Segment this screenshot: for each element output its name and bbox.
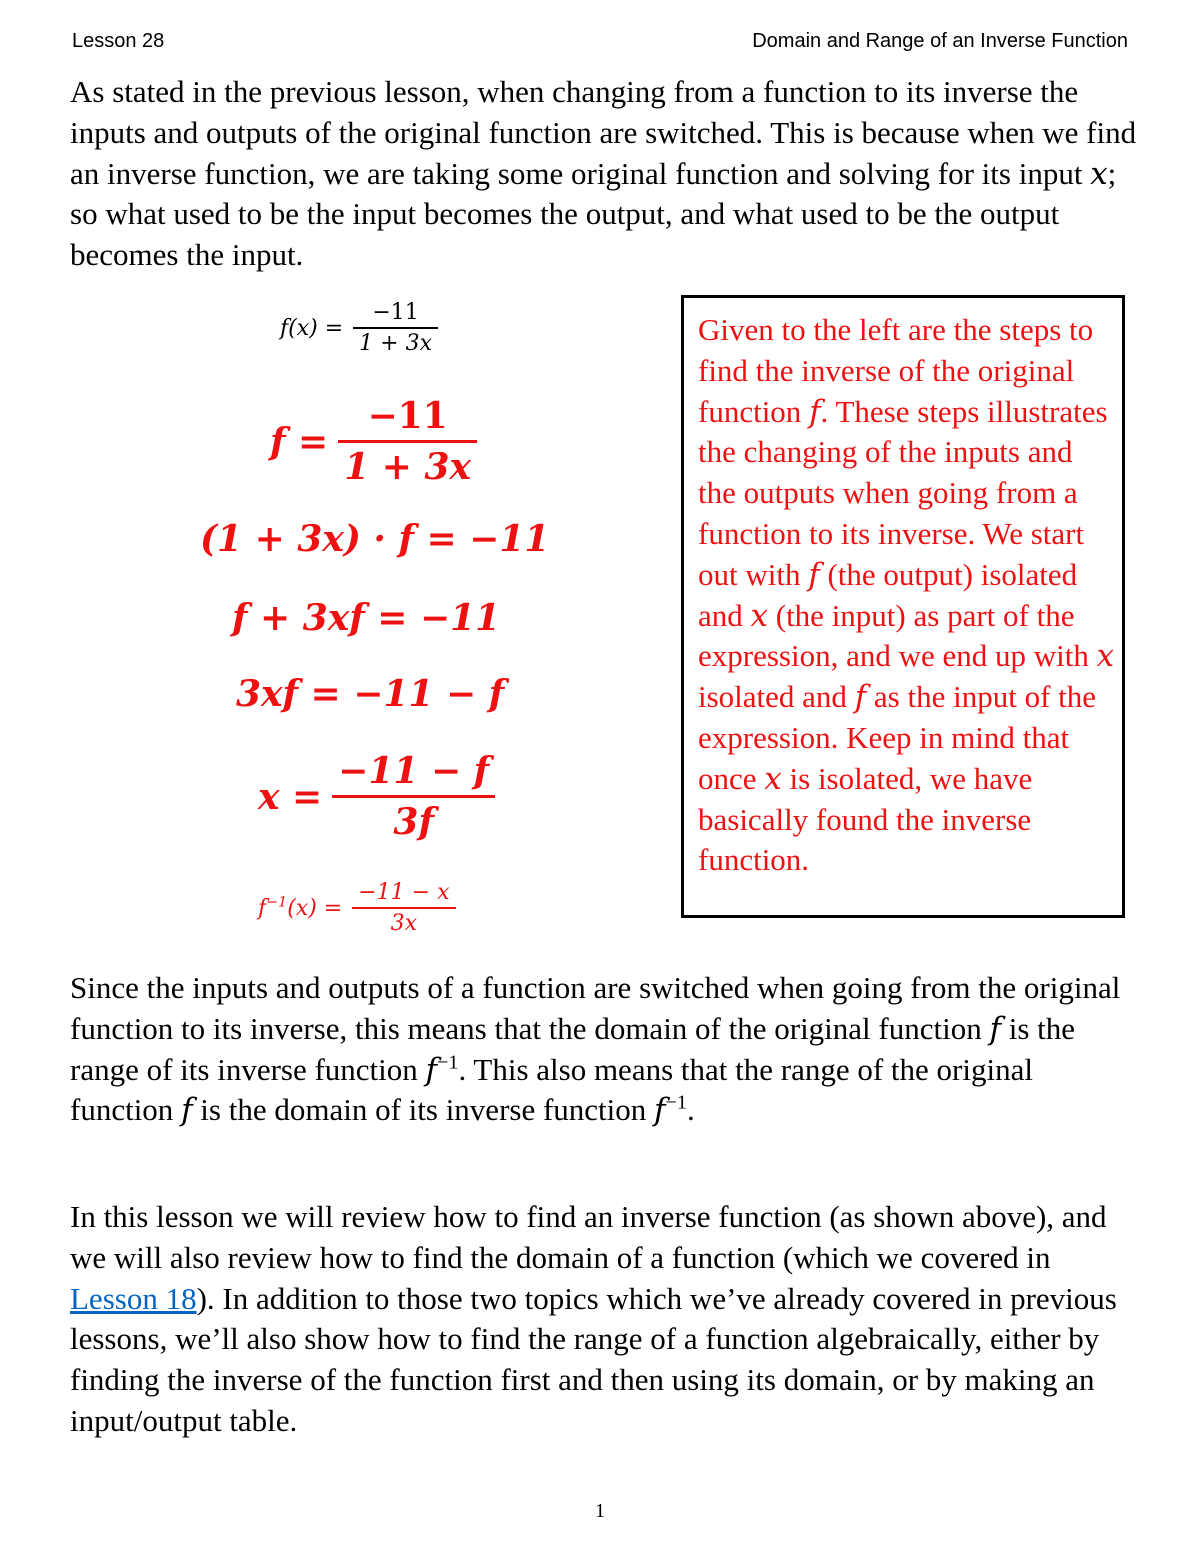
equation-lhs: f = (270, 420, 329, 463)
denominator: 1 + 3x (359, 331, 432, 356)
numerator: −11 (367, 395, 448, 437)
original-function-equation (280, 300, 438, 356)
header-lesson-title: Domain and Range of an Inverse Function (752, 30, 1128, 52)
numerator: −11 − f (338, 750, 490, 792)
fraction (352, 880, 455, 936)
fraction-bar (353, 327, 438, 329)
step4-equation: 3xf = −11 − f (236, 673, 505, 715)
equation-lhs: $f^{-1}(x)$ = (258, 894, 343, 921)
denominator: 3x (390, 911, 418, 936)
step3-equation: f + 3xf = −11 (232, 597, 501, 639)
step5-equation (258, 750, 495, 843)
fraction (353, 300, 438, 356)
intro-paragraph: As stated in the previous lesson, when changing from a function to its inverse the inputs and outputs of the original function are switched. This is because when we find an inverse function, we are taking some original function and solving for its input x; so what used to be the input becomes the output, and what used to be the output becomes the input. (70, 74, 1137, 273)
fraction (332, 750, 495, 843)
fraction-bar (338, 440, 477, 443)
explanation-callout-box (681, 295, 1125, 918)
equation-lhs: x = (258, 775, 323, 818)
denominator: 1 + 3x (344, 446, 471, 488)
step2-equation: (1 + 3x) · f = −11 (200, 518, 550, 560)
callout-text: Given to the left are the steps to find the inverse of the original function f. These steps illustrates the changing of the inputs and the outputs when going from a function to its inverse. We start out with f (the output) isolated and x (the input) as part of the expression, and we end up with x isolated and f as the input of the expression. Keep in mind that once x is isolated, we have basically found the inverse function. (698, 312, 1115, 878)
equation-lhs: f(x) = (280, 315, 344, 341)
numerator: −11 (372, 300, 419, 325)
denominator: 3f (393, 801, 434, 843)
header-lesson-number: Lesson 28 (72, 30, 165, 52)
fraction (338, 395, 477, 488)
lesson-18-link[interactable]: Lesson 18 (70, 1280, 197, 1316)
fraction-bar (352, 907, 455, 909)
numerator: −11 − x (358, 880, 450, 905)
fraction-bar (332, 795, 495, 798)
inverse-function-equation (258, 880, 456, 936)
page-number: 1 (595, 1500, 605, 1522)
step1-equation (270, 395, 477, 488)
domain-range-paragraph: Since the inputs and outputs of a function are switched when going from the original function to its inverse, this means that the domain of the original function f is the range of its inverse function $f^{-1}$. This also means that the range of the original function f is the domain of its inverse function $f^{-1}$. (70, 970, 1121, 1129)
lesson-overview-paragraph: In this lesson we will review how to find an inverse function (as shown above), and we will also review how to find the domain of a function (which we covered in Lesson 18). In addition to those two topics which we’ve already covered in previous lessons, we’ll also show how to find the range of a function algebraically, either by finding the inverse of the function first and then using its domain, or by making an input/output table. (70, 1199, 1117, 1438)
